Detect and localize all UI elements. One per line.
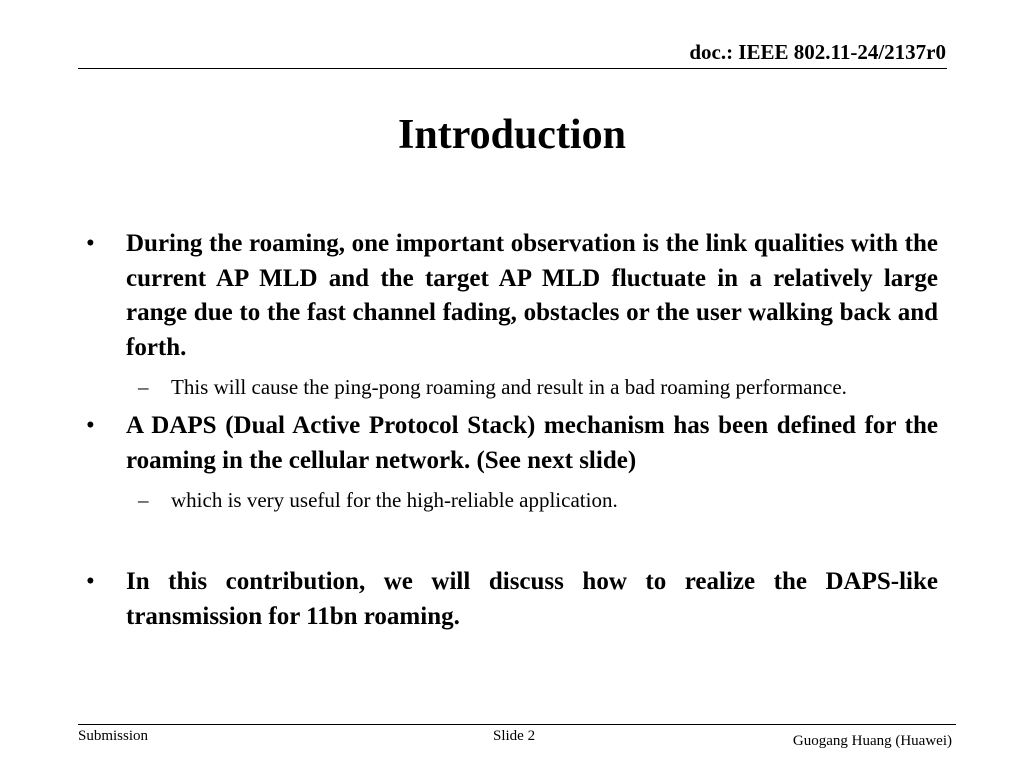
sub-bullet-text: This will cause the ping-pong roaming and result in a bad roaming performance. xyxy=(171,375,847,399)
header-divider xyxy=(78,68,947,69)
bullet-marker: • xyxy=(86,568,95,595)
document-id: doc.: IEEE 802.11-24/2137r0 xyxy=(689,40,946,64)
footer-divider xyxy=(78,724,956,725)
bullet-item xyxy=(78,565,938,634)
footer-author: Guogang Huang (Huawei) xyxy=(792,733,952,749)
slide-number: Slide 2 xyxy=(493,728,536,744)
bullet-text: During the roaming, one important observation is the link qualities with the current AP MLD and the target AP MLD fluctuate in a relatively large range due to the fast channel fading, obstacles or the user walking back and forth. xyxy=(126,230,938,361)
sub-bullet-marker: – xyxy=(138,488,149,512)
sub-bullet-item xyxy=(78,485,938,515)
sub-bullet-marker: – xyxy=(138,375,149,399)
sub-bullet-item xyxy=(78,372,938,402)
bullet-marker: • xyxy=(86,412,95,439)
slide-body xyxy=(78,227,938,634)
bullet-item xyxy=(78,227,938,365)
slide-title: Introduction xyxy=(398,112,626,158)
bullet-item xyxy=(78,409,938,478)
bullet-marker: • xyxy=(86,230,95,257)
bullet-text: A DAPS (Dual Active Protocol Stack) mechanism has been defined for the roaming in the cellular network. (See next slide) xyxy=(126,412,938,474)
sub-bullet-text: which is very useful for the high-reliable application. xyxy=(171,488,618,512)
footer-submission: Submission xyxy=(78,728,149,744)
bullet-text: In this contribution, we will discuss how to realize the DAPS-like transmission for 11bn roaming. xyxy=(126,568,938,630)
